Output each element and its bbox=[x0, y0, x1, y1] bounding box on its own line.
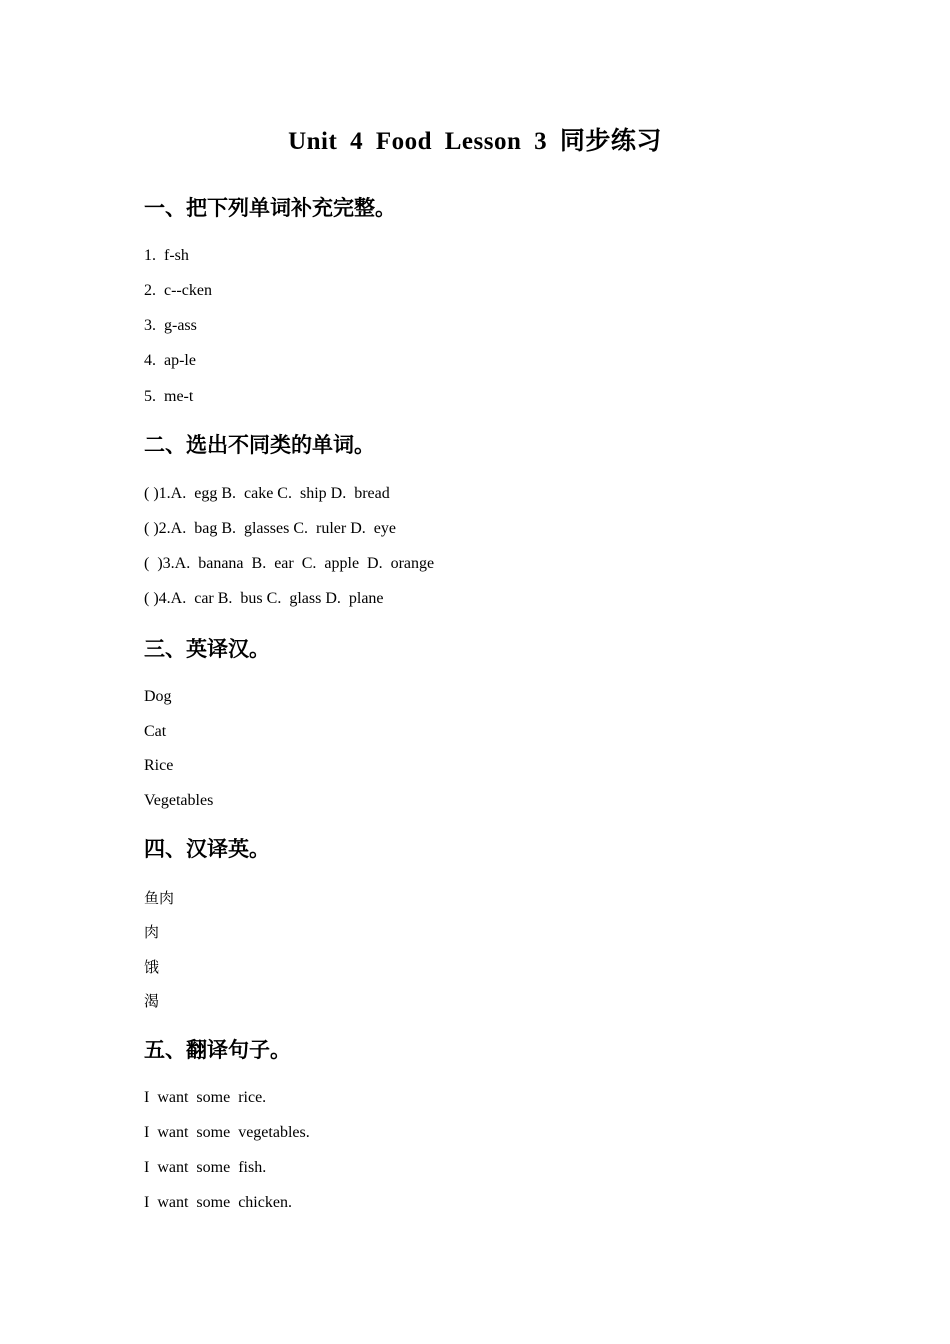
section-heading: 一、把下列单词补充完整。 bbox=[144, 196, 396, 220]
list-item: Dog bbox=[144, 688, 172, 705]
section-heading: 五、翻译句子。 bbox=[144, 1038, 291, 1062]
list-item: ( )1.A. egg B. cake C. ship D. bread bbox=[144, 485, 390, 502]
section-chinese-to-english bbox=[144, 834, 844, 1010]
list-item: I want some rice. bbox=[144, 1089, 267, 1106]
list-item: Rice bbox=[144, 757, 174, 774]
section-odd-one-out bbox=[144, 430, 844, 607]
section-heading: 四、汉译英。 bbox=[144, 837, 270, 861]
list-item: Cat bbox=[144, 723, 167, 740]
list-item: ( )4.A. car B. bus C. glass D. plane bbox=[144, 590, 384, 607]
list-item: 5. me-t bbox=[144, 388, 194, 405]
list-item: ( )2.A. bag B. glasses C. ruler D. eye bbox=[144, 520, 396, 537]
list-item: Vegetables bbox=[144, 792, 214, 809]
list-item: 4. ap-le bbox=[144, 352, 196, 369]
list-item: 2. c--cken bbox=[144, 282, 212, 299]
page-title: Unit 4 Food Lesson 3 同步练习 bbox=[288, 128, 662, 155]
section-translate-sentences bbox=[144, 1035, 844, 1211]
list-item: 渴 bbox=[144, 992, 160, 1010]
list-item: I want some fish. bbox=[144, 1159, 267, 1176]
list-item: I want some vegetables. bbox=[144, 1124, 310, 1141]
list-item: 鱼肉 bbox=[144, 889, 175, 907]
list-item: 3. g-ass bbox=[144, 317, 197, 334]
list-item: ( )3.A. banana B. ear C. apple D. orange bbox=[144, 555, 435, 572]
section-heading: 二、选出不同类的单词。 bbox=[144, 433, 375, 457]
section-english-to-chinese bbox=[144, 634, 844, 809]
list-item: I want some chicken. bbox=[144, 1194, 292, 1211]
list-item: 1. f-sh bbox=[144, 247, 189, 264]
list-item: 肉 bbox=[144, 923, 160, 941]
section-heading: 三、英译汉。 bbox=[144, 637, 270, 661]
section-fill-in-words bbox=[144, 193, 844, 405]
list-item: 饿 bbox=[144, 958, 160, 976]
